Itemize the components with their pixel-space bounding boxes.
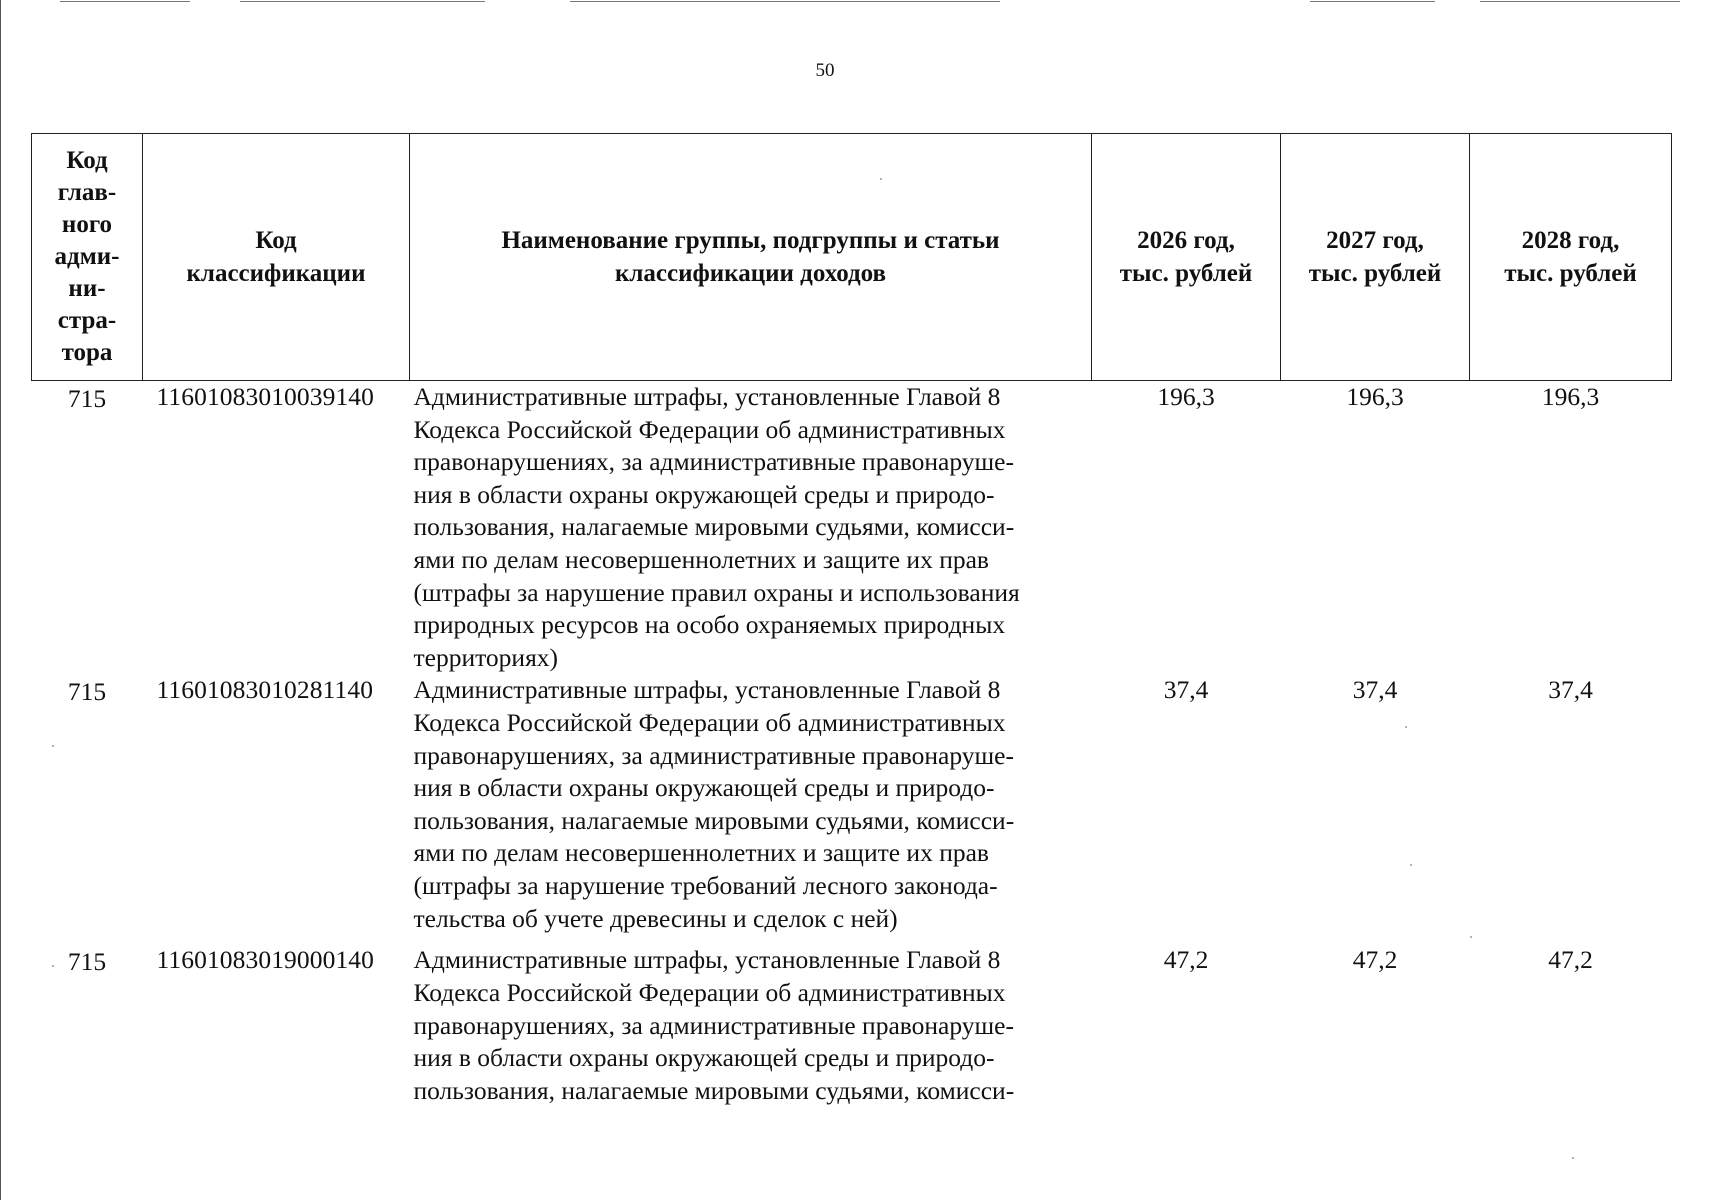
name-line: правонарушениях, за административные правонаруше- xyxy=(413,447,1014,477)
header-line: классификации xyxy=(186,260,366,287)
value-2026-cell: 47,2 xyxy=(1163,945,1209,975)
value-2027-cell: 37,4 xyxy=(1352,675,1398,705)
name-line: пользования, налагаемые мировыми судьями, комисси- xyxy=(413,805,1015,835)
name-line: Административные штрафы, установленные Главой 8 xyxy=(413,945,1001,975)
header-year-2026 xyxy=(1092,134,1281,381)
scan-top-rule xyxy=(60,1,190,2)
header-row xyxy=(32,134,1672,381)
name-line: пользования, налагаемые мировыми судьями, комисси- xyxy=(413,1075,1015,1105)
header-line: 2027 год, xyxy=(1326,227,1424,254)
table-row xyxy=(32,944,1672,1116)
name-line: (штрафы за нарушение требований лесного законода- xyxy=(413,870,998,900)
header-classification-code xyxy=(143,134,410,381)
name-line: Административные штрафы, установленные Главой 8 xyxy=(413,382,1001,411)
header-line: Код xyxy=(255,227,297,254)
header-line: адми- xyxy=(54,243,120,270)
page-number: 50 xyxy=(815,60,835,81)
value-2028-cell: 47,2 xyxy=(1548,945,1593,975)
name-line: Кодекса Российской Федерации об административных xyxy=(413,707,1006,737)
name-line: Кодекса Российской Федерации об административных xyxy=(413,977,1006,1007)
header-line: ного xyxy=(61,211,113,238)
header-line: тыс. рублей xyxy=(1504,260,1637,287)
table-row xyxy=(32,674,1672,944)
name-line: ями по делам несовершеннолетних и защите их прав xyxy=(413,544,989,574)
revenue-name-cell xyxy=(410,674,1092,944)
header-year-2027 xyxy=(1281,134,1470,381)
scan-left-edge xyxy=(0,0,1,1200)
header-line: тора xyxy=(61,339,113,366)
header-line: Код xyxy=(66,147,108,174)
name-line: Кодекса Российской Федерации об административных xyxy=(413,414,1006,444)
scan-top-rule xyxy=(240,1,485,2)
header-admin-code xyxy=(32,134,143,381)
header-line: Наименование группы, подгруппы и статьи xyxy=(501,227,1000,254)
name-line: ями по делам несовершеннолетних и защите их прав xyxy=(413,838,989,868)
revenue-name-cell xyxy=(410,381,1092,675)
header-line: классификации доходов xyxy=(614,260,887,287)
revenue-name-cell xyxy=(410,944,1092,1116)
value-2026-cell: 196,3 xyxy=(1157,382,1215,411)
classification-code-cell: 11601083019000140 xyxy=(156,945,375,975)
value-2028-cell: 196,3 xyxy=(1541,382,1600,411)
value-2027-cell: 196,3 xyxy=(1346,382,1404,411)
classification-code-cell: 11601083010281140 xyxy=(156,675,374,705)
header-line: ни- xyxy=(68,275,106,302)
name-line: (штрафы за нарушение правил охраны и использования xyxy=(413,577,1020,607)
name-line: ния в области охраны окружающей среды и природо- xyxy=(413,1043,995,1073)
header-line: 2026 год, xyxy=(1137,227,1235,254)
header-line: тыс. рублей xyxy=(1308,260,1442,287)
table-header xyxy=(32,134,1672,381)
admin-code-cell: 715 xyxy=(67,947,107,977)
header-name xyxy=(410,134,1092,381)
classification-code-cell: 11601083010039140 xyxy=(156,382,375,411)
header-line: глав- xyxy=(57,179,117,206)
name-line: правонарушениях, за административные правонаруше- xyxy=(413,1010,1014,1040)
scan-top-rule xyxy=(1310,1,1435,2)
name-line: тельства об учете древесины и сделок с ней) xyxy=(413,903,898,933)
admin-code-cell: 715 xyxy=(67,677,107,707)
header-line: стра- xyxy=(57,307,117,334)
table-row xyxy=(32,381,1672,675)
name-line: ния в области охраны окружающей среды и природо- xyxy=(413,773,995,803)
name-line: ния в области охраны окружающей среды и природо- xyxy=(413,479,995,509)
revenue-table xyxy=(31,133,1672,1116)
name-line: Административные штрафы, установленные Главой 8 xyxy=(413,675,1001,705)
header-year-2028 xyxy=(1470,134,1672,381)
scan-top-rule xyxy=(570,1,1000,2)
header-line: 2028 год, xyxy=(1521,227,1620,254)
name-line: природных ресурсов на особо охраняемых природных xyxy=(413,610,1006,640)
name-line: правонарушениях, за административные правонаруше- xyxy=(413,740,1014,770)
value-2028-cell: 37,4 xyxy=(1548,675,1593,705)
value-2026-cell: 37,4 xyxy=(1163,675,1209,705)
admin-code-cell: 715 xyxy=(67,384,107,413)
name-line: территориях) xyxy=(413,642,559,672)
value-2027-cell: 47,2 xyxy=(1352,945,1398,975)
header-line: тыс. рублей xyxy=(1119,260,1253,287)
name-line: пользования, налагаемые мировыми судьями, комисси- xyxy=(413,512,1015,542)
scan-top-rule xyxy=(1480,1,1680,2)
scan-speck xyxy=(1572,1157,1574,1159)
